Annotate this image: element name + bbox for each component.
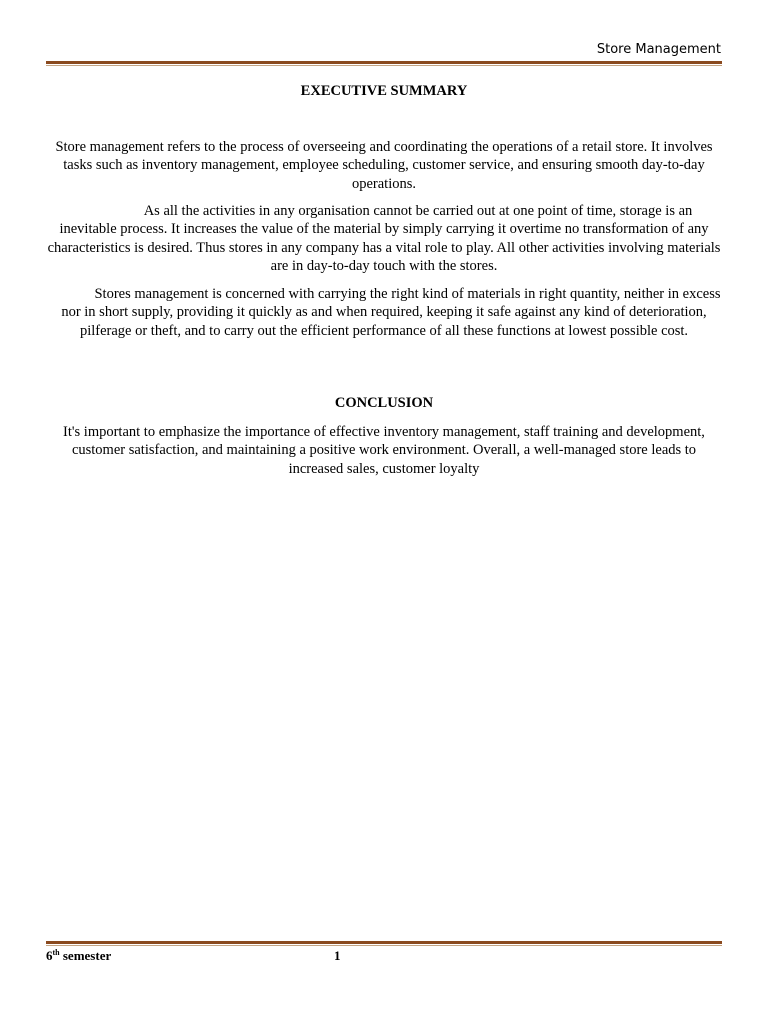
executive-summary-heading: EXECUTIVE SUMMARY (300, 83, 468, 99)
header-rule (46, 61, 722, 66)
footer-semester (46, 948, 111, 964)
conclusion-heading: CONCLUSION (334, 395, 434, 411)
semester-label: semester (59, 948, 112, 963)
summary-paragraph-1: Store management refers to the process of overseeing and coordinating the operations of a retail store. It involves tasks such as inventory management, employee scheduling, customer service, and ensuring smooth day-to-day operations. (55, 139, 713, 192)
summary-paragraph-2: As all the activities in any organisation cannot be carried out at one point of time, storage is an inevitable process. It increases the value of the material by simply carrying it overtime no transformation of any characteristics is desired. Thus stores in any company has a vital role to play. All other activities involving materials are in day-to-day touch with the stores. (47, 203, 721, 274)
summary-paragraph-3: Stores management is concerned with carrying the right kind of materials in right quantity, neither in excess nor in short supply, providing it quickly as and when required, keeping it safe against any kind of deterioration, pilferage or theft, and to carry out the efficient performance of all these functions at lowest possible cost. (61, 286, 721, 339)
running-header: Store Management (596, 42, 721, 57)
semester-suffix: th (52, 948, 60, 957)
page-number: 1 (334, 948, 341, 963)
semester-number: 6 (46, 948, 53, 963)
conclusion-paragraph: It's important to emphasize the importance of effective inventory management, staff training and development, customer satisfaction, and maintaining a positive work environment. Overall, a well-managed store leads to increased sales, customer loyalty (63, 424, 705, 477)
footer-rule (46, 941, 722, 946)
